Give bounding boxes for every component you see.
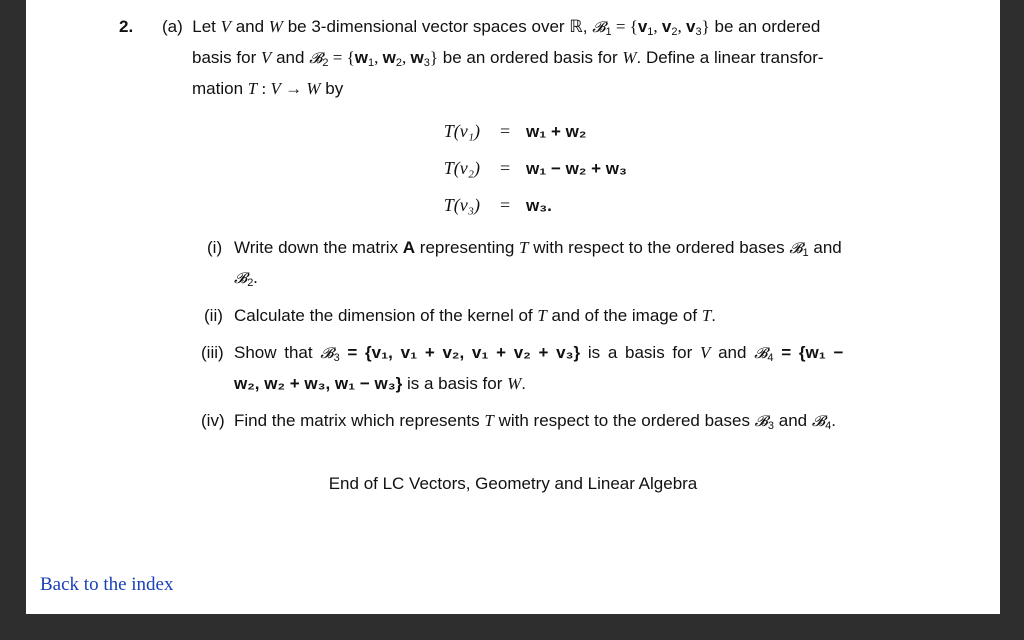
part-ii-text bbox=[234, 306, 716, 326]
subscript: 1 bbox=[605, 26, 612, 38]
map-t: T bbox=[519, 238, 529, 257]
subscript: 3 bbox=[695, 26, 702, 38]
part-text: is a basis for bbox=[580, 343, 700, 362]
space-w: W bbox=[622, 48, 637, 67]
math-comma: , bbox=[374, 48, 383, 67]
intro-line-3 bbox=[192, 79, 343, 99]
part-i-text-2: 𝓑$_2$. bbox=[234, 268, 258, 289]
intro-text: and bbox=[271, 48, 310, 67]
intro-text: Let bbox=[192, 17, 221, 36]
basis-b3-vectors: = {v₁, v₁ + v₂, v₁ + v₂ + v₃} bbox=[339, 343, 581, 362]
vec-w: w bbox=[354, 48, 369, 67]
basis-symbol: 𝓑 bbox=[789, 239, 803, 257]
part-text: Show that bbox=[234, 343, 321, 362]
basis-symbol: 𝓑 bbox=[309, 49, 323, 67]
part-text: Find the matrix which represents bbox=[234, 411, 485, 430]
arrow: → bbox=[280, 79, 307, 98]
basis-symbol: 𝓑 bbox=[754, 344, 768, 362]
intro-text: be an ordered bbox=[709, 17, 821, 36]
space-v: V bbox=[220, 17, 231, 36]
part-text: Calculate the dimension of the kernel of bbox=[234, 306, 538, 325]
subscript: 3 bbox=[767, 420, 775, 432]
back-to-index-link[interactable]: Back to the index bbox=[40, 574, 174, 595]
math-close: } bbox=[429, 48, 439, 67]
equation-rhs: w₁ − w₂ + w₃ bbox=[526, 159, 627, 178]
equation-rhs: w₁ + w₂ bbox=[526, 122, 587, 141]
part-text: . bbox=[711, 306, 717, 325]
math-colon: : bbox=[257, 79, 271, 98]
question-number: 2. bbox=[119, 17, 134, 36]
part-text: with respect to the ordered bases bbox=[493, 411, 755, 430]
subscript: 4 bbox=[767, 352, 774, 364]
intro-text: be 3-dimensional vector spaces over bbox=[282, 17, 570, 36]
part-text: is a basis for bbox=[402, 374, 508, 393]
document-page bbox=[26, 0, 1000, 614]
part-label: (iv) bbox=[201, 411, 225, 430]
math-eq: = { bbox=[611, 17, 638, 36]
map-t: T bbox=[701, 306, 712, 325]
matrix-a: A bbox=[402, 238, 416, 257]
intro-text: basis for bbox=[192, 48, 261, 67]
subscript: 1 bbox=[802, 247, 809, 259]
basis-symbol: 𝓑 bbox=[320, 344, 334, 362]
subscript: 2 bbox=[322, 57, 329, 69]
part-label: (iii) bbox=[201, 343, 224, 362]
subscript: 4 bbox=[825, 420, 832, 432]
vec-w: w bbox=[410, 48, 424, 67]
map-t: T bbox=[484, 411, 494, 430]
space-v: V bbox=[699, 343, 711, 362]
equation-rel: = bbox=[500, 158, 511, 178]
intro-text: be an ordered basis for bbox=[438, 48, 623, 67]
part-text: . bbox=[831, 411, 836, 430]
space-v: V bbox=[260, 48, 272, 67]
intro-text: , bbox=[582, 17, 593, 36]
math-close: } bbox=[701, 17, 710, 36]
intro-text: and bbox=[230, 17, 269, 36]
basis-symbol: 𝓑 bbox=[811, 412, 826, 430]
map-t: T bbox=[247, 79, 258, 98]
part-text: Write down the matrix bbox=[234, 238, 403, 257]
vec-v: v bbox=[686, 17, 696, 36]
space-w: W bbox=[268, 17, 283, 36]
subscript: 1 bbox=[647, 26, 654, 38]
intro-text: . Define a linear transfor- bbox=[636, 48, 824, 67]
part-iii-text-2 bbox=[234, 374, 526, 394]
vec-w: w bbox=[382, 48, 396, 67]
equation-rel: = bbox=[500, 195, 511, 215]
end-of-section-text: End of LC Vectors, Geometry and Linear Algebra bbox=[328, 474, 698, 493]
space-w: W bbox=[306, 79, 321, 98]
part-i-text bbox=[234, 238, 842, 258]
subscript: 2 bbox=[671, 26, 678, 38]
part-iv-text bbox=[234, 411, 836, 431]
equation-lhs: T(v₃) bbox=[443, 195, 480, 215]
basis-b4-vectors: w₂, w₂ + w₃, w₁ − w₃} bbox=[234, 374, 403, 393]
math-eq: = { bbox=[328, 48, 355, 67]
basis-symbol: 𝓑 bbox=[754, 412, 768, 430]
part-text: and bbox=[710, 343, 755, 362]
part-text: representing bbox=[415, 238, 520, 257]
part-text: and of the image of bbox=[546, 306, 702, 325]
subscript: 1 bbox=[368, 57, 375, 69]
part-text: with respect to the ordered bases bbox=[528, 238, 790, 257]
intro-text: mation bbox=[192, 79, 248, 98]
equation-lhs: T(v₁) bbox=[443, 121, 480, 141]
space-w: W bbox=[507, 374, 522, 393]
subscript: 3 bbox=[423, 57, 430, 69]
intro-line-2 bbox=[192, 48, 824, 68]
part-iii-text bbox=[234, 343, 843, 363]
equation-lhs: T(v₂) bbox=[443, 158, 480, 178]
vec-v: v bbox=[637, 17, 648, 36]
basis-symbol: 𝓑 bbox=[234, 269, 248, 287]
basis-symbol: 𝓑 bbox=[592, 18, 606, 36]
equation-rhs: w₃. bbox=[526, 196, 552, 215]
math-comma: , bbox=[653, 17, 662, 36]
part-text: and bbox=[774, 411, 812, 430]
part-text: and bbox=[808, 238, 842, 257]
part-label: (a) bbox=[162, 17, 183, 36]
vec-v: v bbox=[661, 17, 672, 36]
basis-b4-vectors: = {w₁ − bbox=[773, 343, 844, 362]
part-text: . bbox=[521, 374, 527, 393]
intro-line-1 bbox=[162, 17, 820, 37]
subscript: 3 bbox=[333, 352, 340, 364]
math-comma: , bbox=[677, 17, 686, 36]
subscript: 2 bbox=[395, 57, 403, 69]
space-v: V bbox=[270, 79, 281, 98]
intro-text: by bbox=[320, 79, 344, 98]
part-label: (ii) bbox=[204, 306, 223, 325]
reals-symbol: ℝ bbox=[569, 17, 583, 36]
part-label: (i) bbox=[207, 238, 223, 257]
subscript: 2 bbox=[247, 277, 254, 289]
math-comma: , bbox=[402, 48, 411, 67]
map-t: T bbox=[537, 306, 547, 325]
equation-rel: = bbox=[500, 121, 511, 141]
